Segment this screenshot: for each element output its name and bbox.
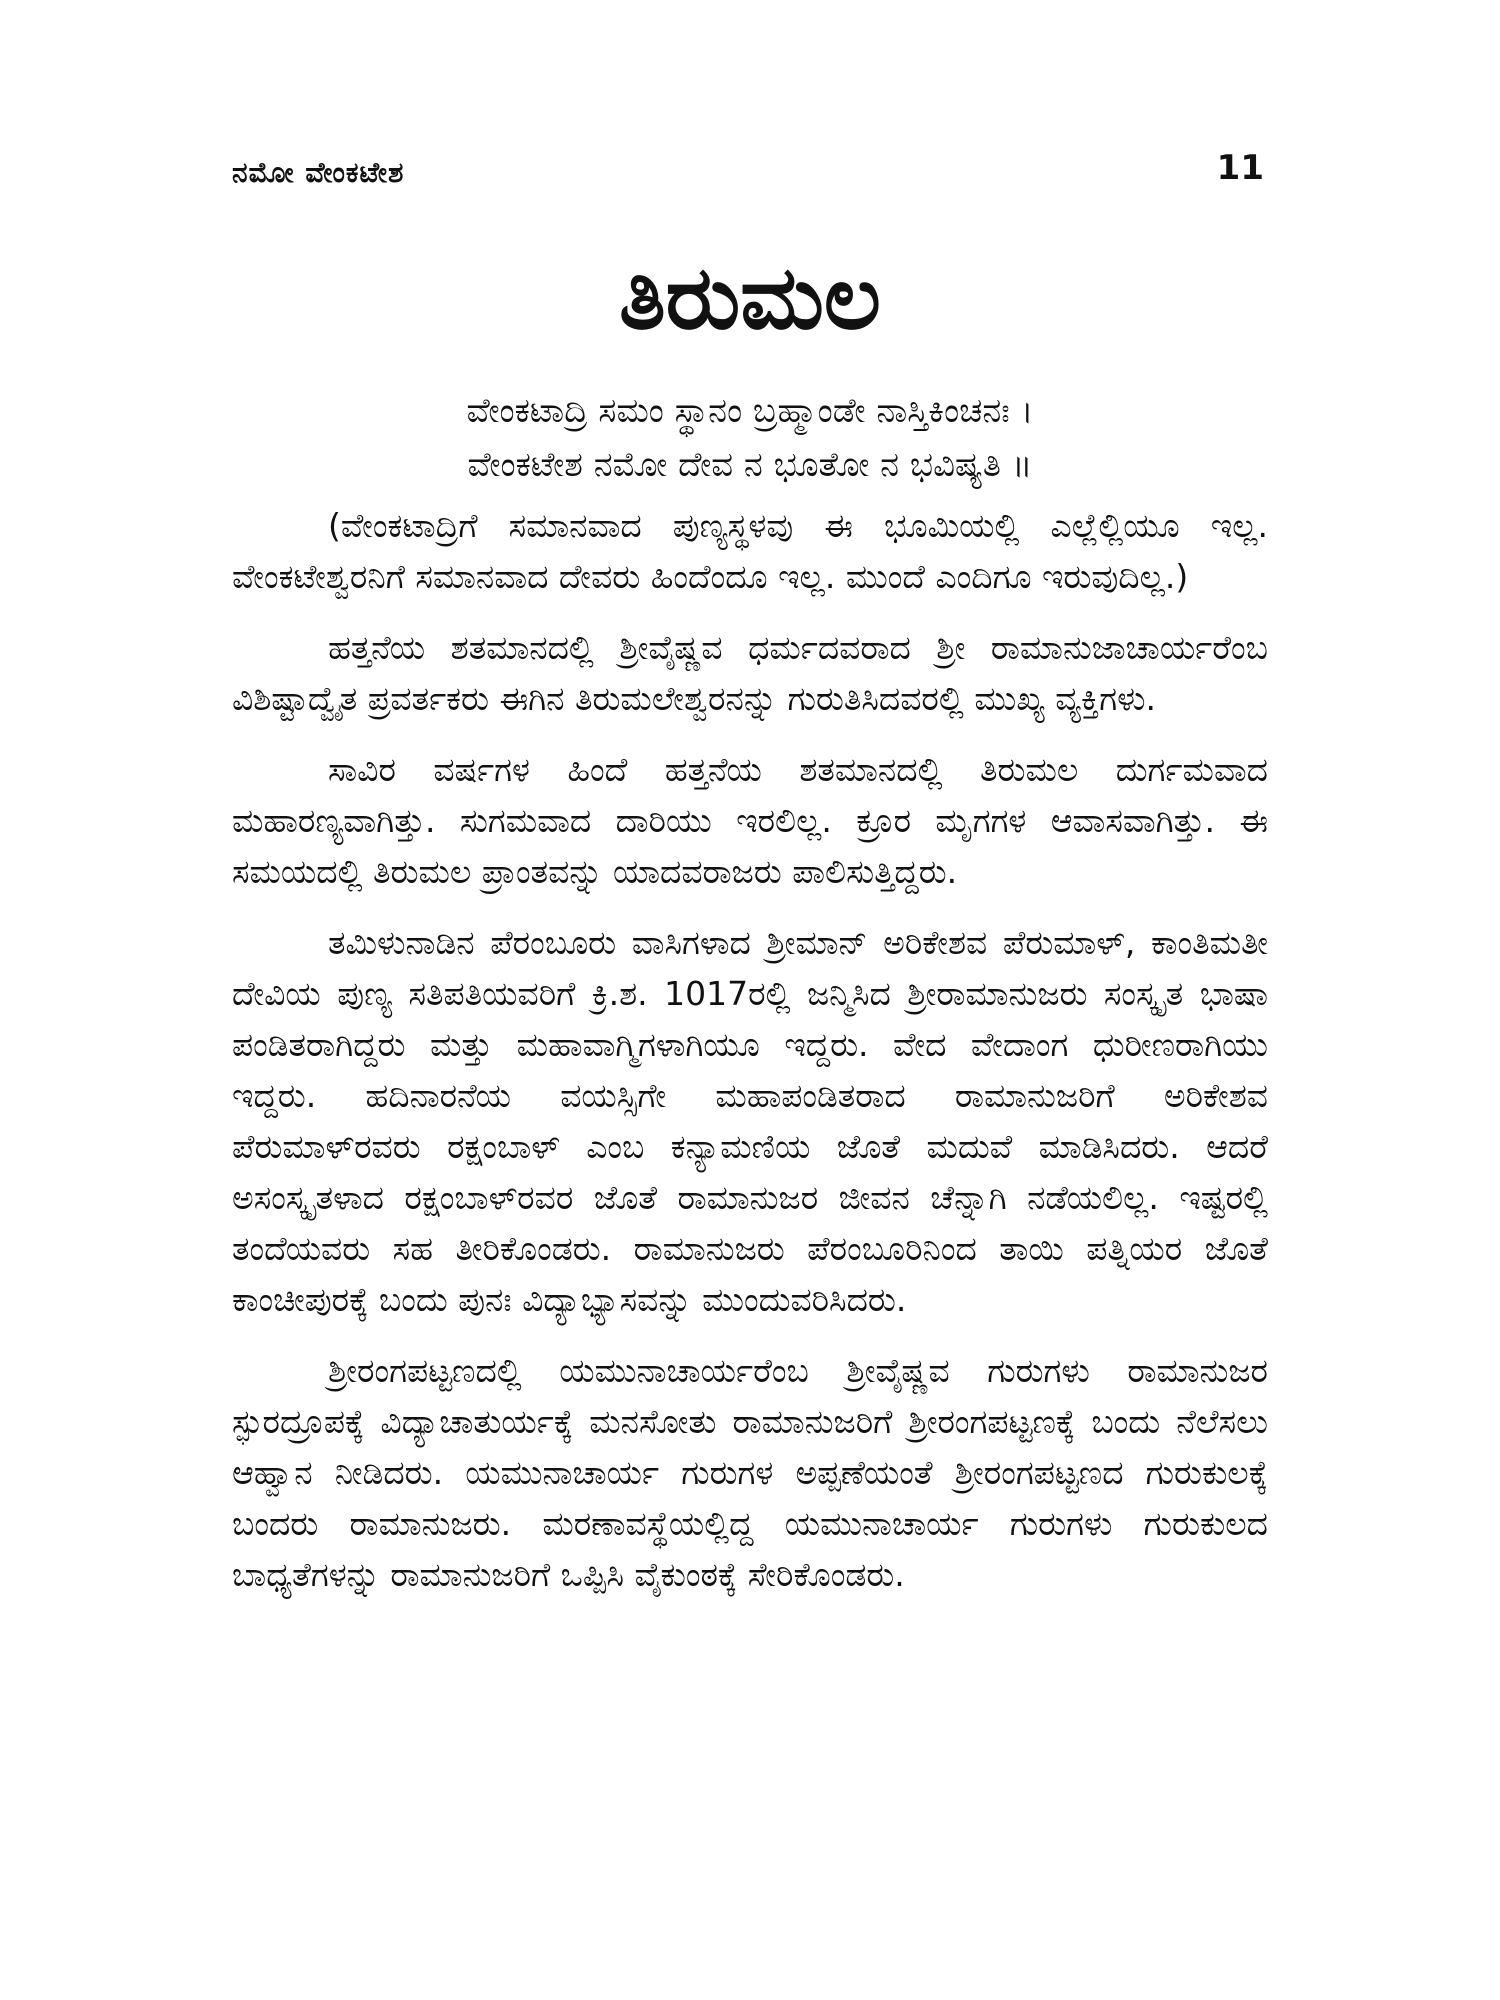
chapter-title: ತಿರುಮಲ (619, 246, 881, 349)
body-text (232, 500, 1268, 1600)
paragraph-ramanuja-birth: ತಮಿಳುನಾಡಿನ ಪೆರಂಬೂರು ವಾಸಿಗಳಾದ ಶ್ರೀಮಾನ್ ಅರಿಕೇಶವ ಪೆರುಮಾಳ್, ಕಾಂತಿಮತೀ ದೇವಿಯ ಪುಣ್ಯ ಸತಿಪತಿಯವರಿಗೆ ಕ್ರಿ.ಶ. 1017ರಲ್ಲಿ ಜನ್ಮಿಸಿದ ಶ್ರೀರಾಮಾನುಜರು ಸಂಸ್ಕೃತ ಭಾಷಾ ಪಂಡಿತರಾಗಿದ್ದರು ಮತ್ತು ಮಹಾವಾಗ್ಮಿಗಳಾಗಿಯೂ ಇದ್ದರು. ವೇದ ವೇದಾಂಗ ಧುರೀಣರಾಗಿಯು ಇದ್ದರು. ಹದಿನಾರನೆಯ ವಯಸ್ಸಿಗೇ ಮಹಾಪಂಡಿತರಾದ ರಾಮಾನುಜರಿಗೆ ಅರಿಕೇಶವ ಪೆರುಮಾಳ್‌ರವರು ರಕ್ಷಂಬಾಳ್ ಎಂಬ ಕನ್ಯಾಮಣಿಯ ಜೊತೆ ಮದುವೆ ಮಾಡಿಸಿದರು. ಆದರೆ ಅಸಂಸ್ಕೃತಳಾದ ರಕ್ಷಂಬಾಳ್‌ರವರ ಜೊತೆ ರಾಮಾನುಜರ ಜೀವನ ಚೆನ್ನಾಗಿ ನಡೆಯಲಿಲ್ಲ. ಇಷ್ಟರಲ್ಲಿ ತಂದೆಯವರು ಸಹ ತೀರಿಕೊಂಡರು. ರಾಮಾನುಜರು ಪೆರಂಬೂರಿನಿಂದ ತಾಯಿ ಪತ್ನಿಯರ ಜೊತೆ ಕಾಂಚೀಪುರಕ್ಕೆ ಬಂದು ಪುನಃ ವಿದ್ಯಾಭ್ಯಾಸವನ್ನು ಮುಂದುವರಿಸಿದರು. (232, 923, 1268, 1319)
paragraph-tirumala-forest: ಸಾವಿರ ವರ್ಷಗಳ ಹಿಂದೆ ಹತ್ತನೆಯ ಶತಮಾನದಲ್ಲಿ ತಿರುಮಲ ದುರ್ಗಮವಾದ ಮಹಾರಣ್ಯವಾಗಿತ್ತು. ಸುಗಮವಾದ ದಾರಿಯು ಇರಲಿಲ್ಲ. ಕ್ರೂರ ಮೃಗಗಳ ಆವಾಸವಾಗಿತ್ತು. ಈ ಸಮಯದಲ್ಲಿ ತಿರುಮಲ ಪ್ರಾಂತವನ್ನು ಯಾದವರಾಜರು ಪಾಲಿಸುತ್ತಿದ್ದರು. (232, 750, 1268, 891)
verse-line-2: ವೇಂಕಟೇಶ ನಮೋ ದೇವ ನ ಭೂತೋ ನ ಭವಿಷ್ಯತಿ ॥ (467, 445, 1033, 485)
paragraph-ramanuja-intro: ಹತ್ತನೆಯ ಶತಮಾನದಲ್ಲಿ ಶ್ರೀವೈಷ್ಣವ ಧರ್ಮದವರಾದ ಶ್ರೀ ರಾಮಾನುಜಾಚಾರ್ಯರೆಂಬ ವಿಶಿಷ್ಟಾದ್ವೈತ ಪ್ರವರ್ತಕರು ಈಗಿನ ತಿರುಮಲೇಶ್ವರನನ್ನು ಗುರುತಿಸಿದವರಲ್ಲಿ ಮುಖ್ಯ ವ್ಯಕ್ತಿಗಳು. (232, 628, 1268, 718)
verse-line-1: ವೇಂಕಟಾದ್ರಿ ಸಮಂ ಸ್ಥಾನಂ ಬ್ರಹ್ಮಾಂಡೇ ನಾಸ್ತಿಕಿಂಚನಃ । (466, 391, 1034, 431)
page-number: 11 (1216, 148, 1264, 188)
verse-block (0, 384, 1500, 492)
paragraph-verse-meaning: (ವೇಂಕಟಾದ್ರಿಗೆ ಸಮಾನವಾದ ಪುಣ್ಯಸ್ಥಳವು ಈ ಭೂಮಿಯಲ್ಲಿ ಎಲ್ಲೆಲ್ಲಿಯೂ ಇಲ್ಲ. ವೇಂಕಟೇಶ್ವರನಿಗೆ ಸಮಾನವಾದ ದೇವರು ಹಿಂದೆಂದೂ ಇಲ್ಲ. ಮುಂದೆ ಎಂದಿಗೂ ಇರುವುದಿಲ್ಲ.) (232, 506, 1268, 596)
paragraph-srirangapatna: ಶ್ರೀರಂಗಪಟ್ಟಣದಲ್ಲಿ ಯಮುನಾಚಾರ್ಯರೆಂಬ ಶ್ರೀವೈಷ್ಣವ ಗುರುಗಳು ರಾಮಾನುಜರ ಸ್ಫುರದ್ರೂಪಕ್ಕೆ ವಿದ್ಯಾಚಾತುರ್ಯಕ್ಕೆ ಮನಸೋತು ರಾಮಾನುಜರಿಗೆ ಶ್ರೀರಂಗಪಟ್ಟಣಕ್ಕೆ ಬಂದು ನೆಲೆಸಲು ಆಹ್ವಾನ ನೀಡಿದರು. ಯಮುನಾಚಾರ್ಯ ಗುರುಗಳ ಅಪ್ಪಣೆಯಂತೆ ಶ್ರೀರಂಗಪಟ್ಟಣದ ಗುರುಕುಲಕ್ಕೆ ಬಂದರು ರಾಮಾನುಜರು. ಮರಣಾವಸ್ಥೆಯಲ್ಲಿದ್ದ ಯಮುನಾಚಾರ್ಯ ಗುರುಗಳು ಗುರುಕುಲದ ಬಾಧ್ಯತೆಗಳನ್ನು ರಾಮಾನುಜರಿಗೆ ಒಪ್ಪಿಸಿ ವೈಕುಂಠಕ್ಕೆ ಸೇರಿಕೊಂಡರು. (232, 1351, 1268, 1594)
running-title: ನಮೋ ವೇಂಕಟೇಶ (232, 156, 405, 189)
